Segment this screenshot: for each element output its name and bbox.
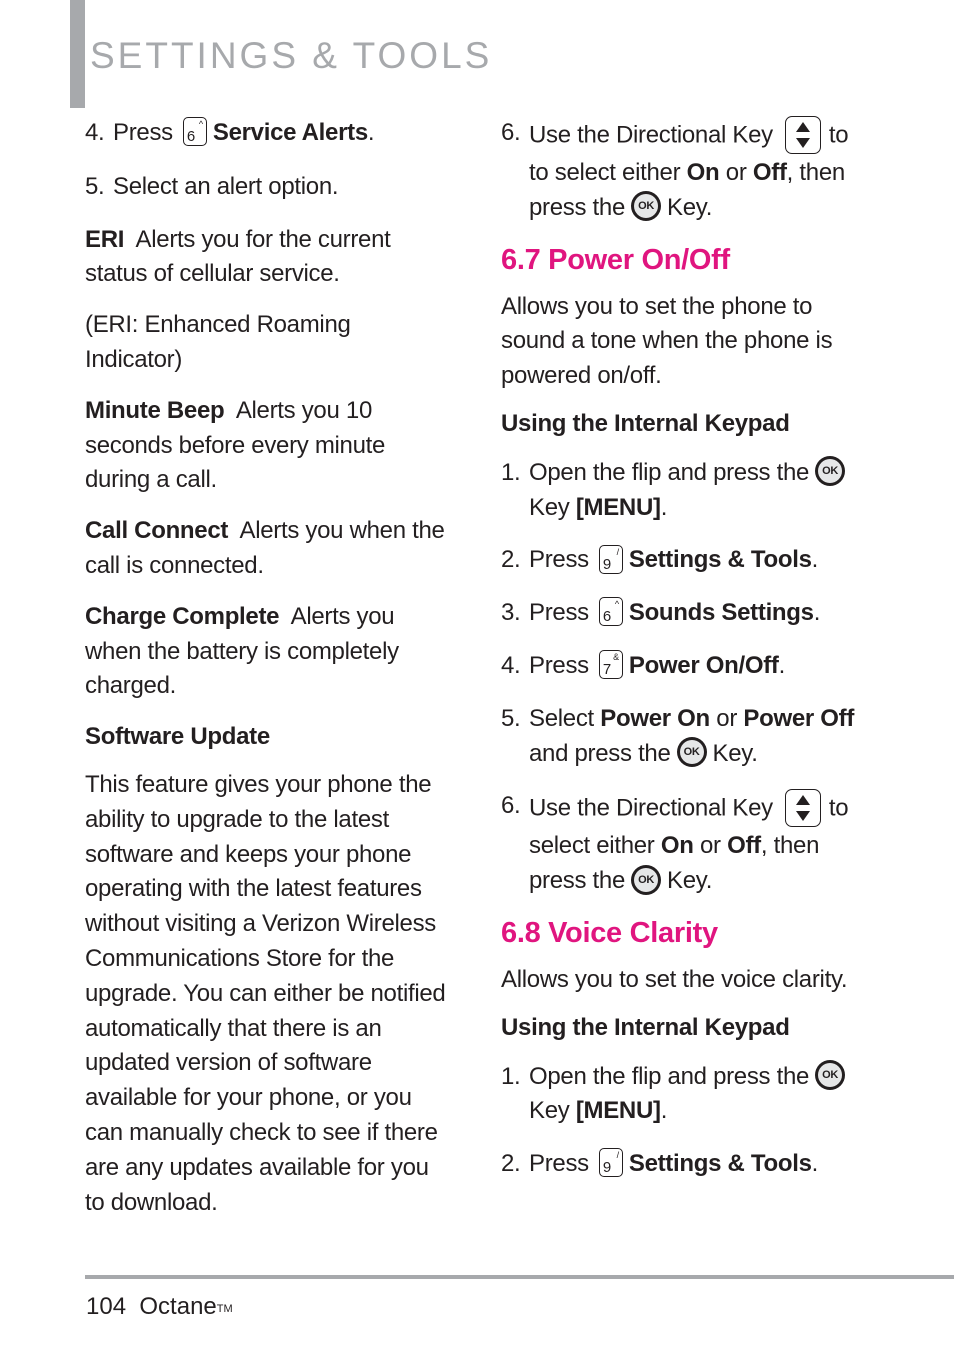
page-number: 104: [86, 1293, 127, 1320]
product-name: Octane: [139, 1293, 217, 1320]
key-9-icon: 9 /: [599, 545, 623, 574]
step-select-power-option: 5. Select Power On or Power Off and press the OK Key.: [501, 704, 855, 767]
voice-clarity-intro: Allows you to set the voice clarity.: [501, 965, 848, 993]
step-press-settings-tools: 2. Press 9 / Settings & Tools.: [501, 546, 818, 574]
step-press-sounds-settings: 3. Press 6 ^ Sounds Settings.: [501, 599, 821, 627]
internal-keypad-subhead: Using the Internal Keypad: [501, 1013, 790, 1041]
key-6-icon: 6 ^: [599, 597, 623, 626]
step-select-alert-option: 5. Select an alert option.: [85, 172, 339, 200]
step-press-settings-tools: 2. Press 9 / Settings & Tools.: [501, 1150, 818, 1178]
directional-key-icon: [785, 789, 821, 827]
page-footer: [86, 1292, 233, 1322]
ok-key-icon: OK: [677, 737, 707, 767]
step-directional-key: 6. Use the Directional Key to select either On or Off, then press the OK Key.: [501, 789, 861, 899]
left-column: [85, 112, 453, 1220]
ok-key-icon: OK: [631, 191, 661, 221]
page-title: SETTINGS & TOOLS: [90, 35, 493, 76]
step-directional-key-top: 6. Use the Directional Key to to select either On or Off, then press the OK Key.: [501, 116, 861, 226]
header-accent-bar: [70, 0, 85, 108]
minute-beep-description: Minute Beep Alerts you 10 seconds before every minute during a call.: [85, 396, 386, 494]
step-press-service-alerts: 4. Press 6 ^ Service Alerts.: [85, 119, 375, 146]
internal-keypad-subhead: Using the Internal Keypad: [501, 409, 790, 437]
key-6-icon: 6 ^: [183, 117, 207, 146]
directional-key-icon: [785, 116, 821, 154]
right-column: [501, 112, 861, 1182]
step-open-flip: 1. Open the flip and press the OK Key [MENU].: [501, 456, 861, 526]
ok-key-icon: OK: [631, 865, 661, 895]
key-9-icon: 9 /: [599, 1148, 623, 1177]
step-open-flip: 1. Open the flip and press the OK Key [MENU].: [501, 1060, 861, 1130]
trademark-mark: TM: [216, 1303, 233, 1315]
eri-note: (ERI: Enhanced Roaming Indicator): [85, 311, 351, 373]
key-7-icon: 7 &: [599, 650, 623, 679]
eri-description: ERI Alerts you for the current status of cellular service.: [85, 225, 391, 288]
software-update-heading: Software Update: [85, 723, 270, 751]
step-press-power-on-off: 4. Press 7 & Power On/Off.: [501, 651, 785, 679]
charge-complete-description: Charge Complete Alerts you when the battery is completely charged.: [85, 602, 399, 700]
ok-key-icon: OK: [815, 1060, 845, 1090]
power-on-off-intro: Allows you to set the phone to sound a tone when the phone is powered on/off.: [501, 292, 833, 390]
footer-divider: [85, 1275, 954, 1279]
software-update-body: This feature gives your phone the ability to upgrade to the latest software and keeps your phone operating with the latest features without visiting a Verizon Wireless Communications Store for the upgrade. You can either be notified automatically that there is an updated version of software available for your phone, or you can manually check to see if there are any updates available for you to download.: [85, 770, 446, 1216]
ok-key-icon: OK: [815, 456, 845, 486]
call-connect-description: Call Connect Alerts you when the call is connected.: [85, 517, 445, 579]
section-title-voice-clarity: 6.8 Voice Clarity: [501, 916, 718, 949]
section-title-power-on-off: 6.7 Power On/Off: [501, 243, 730, 276]
